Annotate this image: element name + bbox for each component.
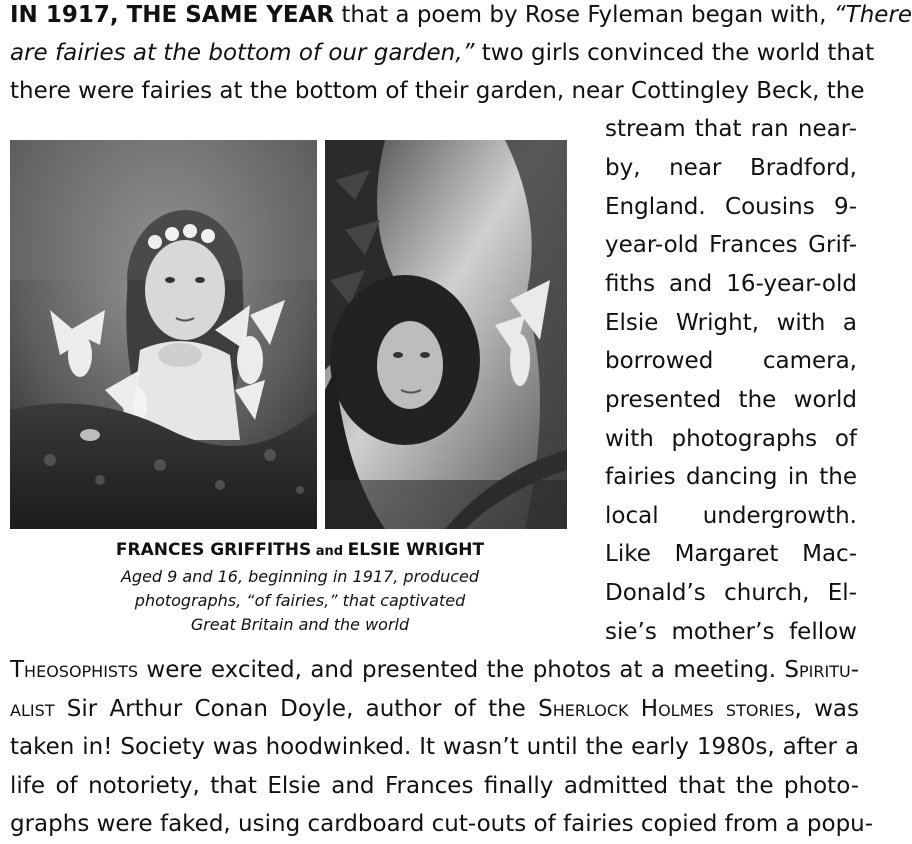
side-line: Donald’s church, El- [605, 580, 857, 606]
side-line: England. Cousins 9- [605, 194, 857, 220]
text-segment: Sir Arthur Conan Doyle, author of the [54, 696, 539, 722]
side-line: Elsie Wright, with a [605, 310, 857, 336]
text-smallcaps: alist [10, 696, 55, 722]
text-segment: , was [794, 696, 859, 722]
text-line-1 [10, 0, 912, 35]
caption-line: photographs, “of fairies,” that captivated [134, 591, 466, 610]
photo-frances-griffiths [10, 140, 317, 529]
side-line: sie’s mother’s fellow [605, 619, 857, 645]
text-line-19 [10, 690, 859, 729]
poem-quote: “There [833, 2, 912, 28]
text-segment: two girls convinced the world that [474, 40, 875, 66]
text-smallcaps: Sherlock Holmes stories [538, 696, 795, 722]
photo-elsie-image [325, 140, 567, 529]
side-line: stream that ran near- [605, 116, 857, 142]
text-line-2 [10, 34, 875, 73]
text-line-3: there were fairies at the bottom of their garden, near Cottingley Beck, the [10, 78, 865, 104]
text-segment: were excited, and presented the photos at a meeting. [138, 657, 785, 683]
caption-line: Great Britain and the world [190, 615, 410, 634]
text-line-22: graphs were faked, using cardboard cut-outs of fairies copied from a popu- [10, 811, 874, 837]
text-line-21: life of notoriety, that Elsie and Frances finally admitted that the photo- [10, 773, 859, 799]
side-line: presented the world [605, 387, 857, 413]
text-segment: that a poem by Rose Fyleman began with, [334, 2, 834, 28]
photo-frances-image [10, 140, 317, 529]
text-line-18 [10, 651, 859, 690]
side-line: Like Margaret Mac- [605, 541, 857, 567]
caption-name-frances: FRANCES GRIFFITHS [115, 540, 312, 560]
caption-name-elsie: ELSIE WRIGHT [347, 540, 485, 560]
caption-and: and [311, 544, 348, 559]
caption-title [60, 540, 540, 560]
text-line-20: taken in! Society was hoodwinked. It wasn’t until the early 1980s, after a [10, 734, 859, 760]
side-line: by, near Bradford, [605, 155, 857, 181]
text-smallcaps: Spiritu- [784, 657, 859, 683]
photo-elsie-wright [325, 140, 567, 529]
lead-in: IN 1917, THE SAME YEAR [10, 2, 335, 28]
side-line: local undergrowth. [605, 503, 857, 529]
side-line: with photographs of [605, 426, 857, 452]
side-line: fairies dancing in the [605, 464, 857, 490]
side-line: fiths and 16-year-old [605, 271, 857, 297]
text-smallcaps: Theosophists [10, 657, 139, 683]
poem-quote: are fairies at the bottom of our garden,” [10, 40, 475, 66]
side-line: year-old Frances Grif- [605, 232, 857, 258]
side-line: borrowed camera, [605, 348, 857, 374]
caption-line: Aged 9 and 16, beginning in 1917, produced [120, 567, 480, 586]
